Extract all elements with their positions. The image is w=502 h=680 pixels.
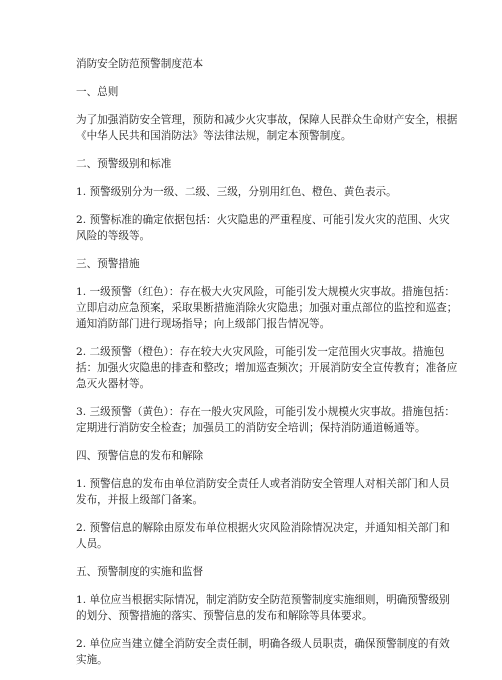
paragraph [76, 636, 450, 668]
paragraph-line: 立即启动应急预案，采取果断措施消除火灾隐患；加强对重点部位的监控和巡查； [76, 302, 458, 314]
section-heading: 四、预警信息的发布和解除 [76, 450, 204, 462]
document-body [76, 56, 458, 680]
paragraph [76, 592, 450, 624]
paragraph-line: 定期进行消防安全检查；加强员工的消防安全培训；保持消防通道畅通等。 [76, 422, 426, 434]
section-heading: 二、预警级别和标准 [76, 158, 172, 170]
section-heading: 一、总则 [76, 86, 119, 98]
paragraph-line: 2. 二级预警（橙色）：存在较大火灾风险，可能引发一定范围火灾事故。措施包 [76, 346, 445, 358]
paragraph-line: 2. 预警标准的确定依据包括：火灾隐患的严重程度、可能引发火灾的范围、火灾 [76, 214, 450, 226]
paragraph-line: 1. 预警信息的发布由单位消防安全责任人或者消防安全管理人对相关部门和人员 [76, 478, 450, 490]
paragraph-line: 1. 预警级别分为一级、二级、三级，分别用红色、橙色、黄色表示。 [76, 186, 397, 198]
paragraph-line: 急灭火器材等。 [76, 378, 151, 390]
document-title: 消防安全防范预警制度范本 [76, 58, 204, 70]
paragraph-line: 实施。 [76, 654, 108, 666]
paragraph-line: 2. 预警信息的解除由原发布单位根据火灾风险消除情况决定，并通知相关部门和 [76, 522, 450, 534]
paragraph-line: 风险的等级等。 [76, 230, 151, 242]
paragraph-line: 为了加强消防安全管理，预防和减少火灾事故，保障人民群众生命财产安全，根据 [76, 114, 458, 126]
paragraph-line: 括：加强火灾隐患的排查和整改；增加巡查频次；开展消防安全宣传教育；准备应 [76, 362, 458, 374]
paragraph-line: 1. 一级预警（红色）：存在极大火灾风险，可能引发大规模火灾事故。措施包括： [76, 286, 455, 298]
paragraph-line: 《中华人民共和国消防法》等法律法规，制定本预警制度。 [76, 130, 352, 142]
paragraph [76, 404, 455, 436]
section-heading: 三、预警措施 [76, 258, 140, 270]
paragraph [76, 476, 450, 508]
section-heading: 五、预警制度的实施和监督 [76, 566, 204, 578]
paragraph-line: 通知消防部门进行现场指导；向上级部门报告情况等。 [76, 318, 331, 330]
paragraph [76, 520, 450, 552]
paragraph [76, 212, 450, 244]
paragraph-line: 人员。 [76, 538, 108, 550]
paragraph [76, 284, 458, 332]
paragraph-line: 2. 单位应当建立健全消防安全责任制，明确各级人员职责，确保预警制度的有效 [76, 638, 450, 650]
paragraph-line: 1. 单位应当根据实际情况，制定消防安全防范预警制度实施细则，明确预警级别 [76, 594, 450, 606]
paragraph-line: 3. 三级预警（黄色）：存在一般火灾风险，可能引发小规模火灾事故。措施包括： [76, 406, 455, 418]
paragraph-line: 的划分、预警措施的落实、预警信息的发布和解除等具体要求。 [76, 610, 373, 622]
paragraph [76, 344, 458, 392]
paragraph-line: 发布，并报上级部门备案。 [76, 494, 204, 506]
paragraph [76, 184, 428, 200]
paragraph [76, 112, 458, 144]
